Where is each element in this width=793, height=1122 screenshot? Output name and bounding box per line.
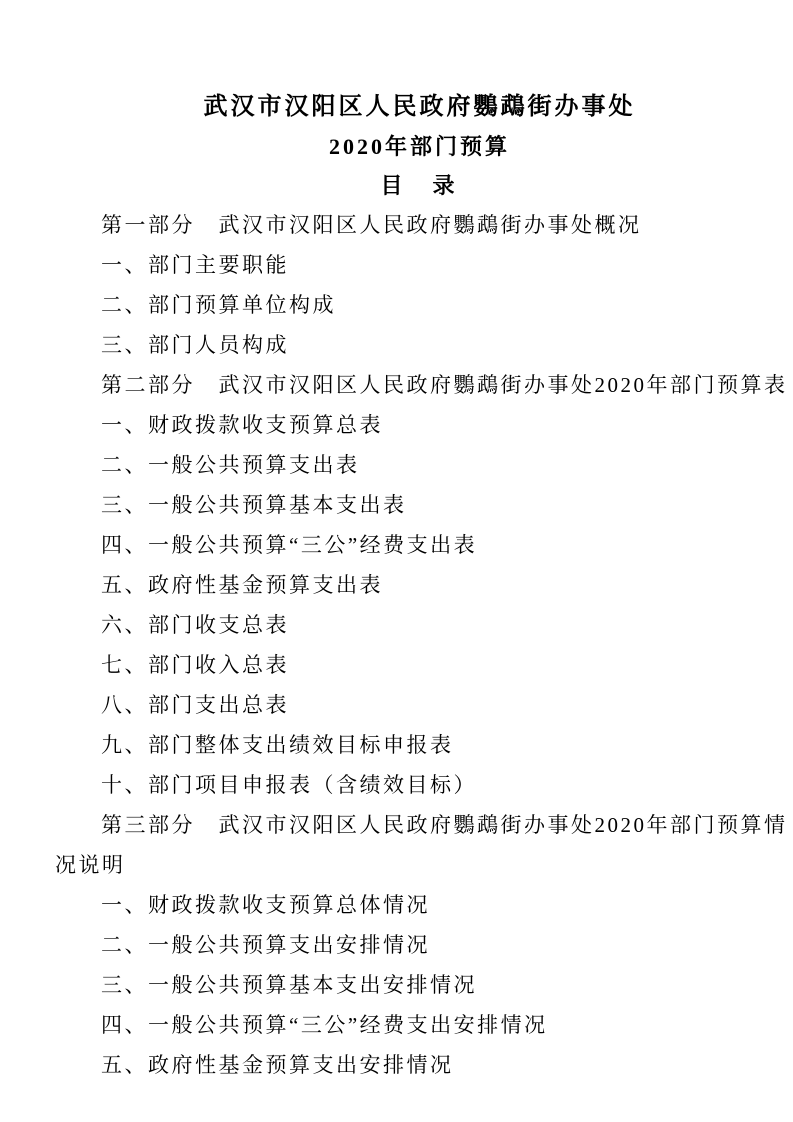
toc-list bbox=[55, 205, 788, 1085]
toc-heading: 目 录 bbox=[380, 173, 459, 198]
budget-year-title: 2020年部门预算 bbox=[328, 134, 510, 159]
toc-line-part2: 第二部分 武汉市汉阳区人民政府鸚鵡街办事处2020年部门预算表 bbox=[101, 373, 788, 397]
toc-line: 一、财政拨款收支预算总体情况 bbox=[101, 893, 430, 917]
toc-line: 六、部门收支总表 bbox=[101, 613, 289, 637]
toc-line: 八、部门支出总表 bbox=[101, 693, 289, 717]
toc-line: 三、一般公共预算基本支出安排情况 bbox=[101, 973, 477, 997]
toc-line-part3-wrap: 况说明 bbox=[55, 853, 126, 877]
toc-line: 四、一般公共预算“三公”经费支出表 bbox=[101, 533, 478, 557]
toc-line: 十、部门项目申报表（含绩效目标） bbox=[101, 773, 477, 797]
title-block bbox=[0, 0, 793, 205]
toc-line: 五、政府性基金预算支出安排情况 bbox=[101, 1053, 454, 1077]
toc-line: 七、部门收入总表 bbox=[101, 653, 289, 677]
toc-line: 二、部门预算单位构成 bbox=[101, 293, 336, 317]
toc-line: 一、部门主要职能 bbox=[101, 253, 289, 277]
toc-line-part3: 第三部分 武汉市汉阳区人民政府鸚鵡街办事处2020年部门预算情 bbox=[101, 813, 788, 837]
toc-line: 四、一般公共预算“三公”经费支出安排情况 bbox=[101, 1013, 548, 1037]
document-title: 武汉市汉阳区人民政府鸚鵡街办事处 bbox=[203, 94, 636, 120]
toc-line: 九、部门整体支出绩效目标申报表 bbox=[101, 733, 454, 757]
toc-line-part1: 第一部分 武汉市汉阳区人民政府鸚鵡街办事处概况 bbox=[101, 213, 642, 237]
toc-line: 一、财政拨款收支预算总表 bbox=[101, 413, 383, 437]
toc-line: 三、一般公共预算基本支出表 bbox=[101, 493, 407, 517]
toc-line: 二、一般公共预算支出表 bbox=[101, 453, 360, 477]
toc-line: 二、一般公共预算支出安排情况 bbox=[101, 933, 430, 957]
toc-line: 三、部门人员构成 bbox=[101, 333, 289, 357]
toc-line: 五、政府性基金预算支出表 bbox=[101, 573, 383, 597]
